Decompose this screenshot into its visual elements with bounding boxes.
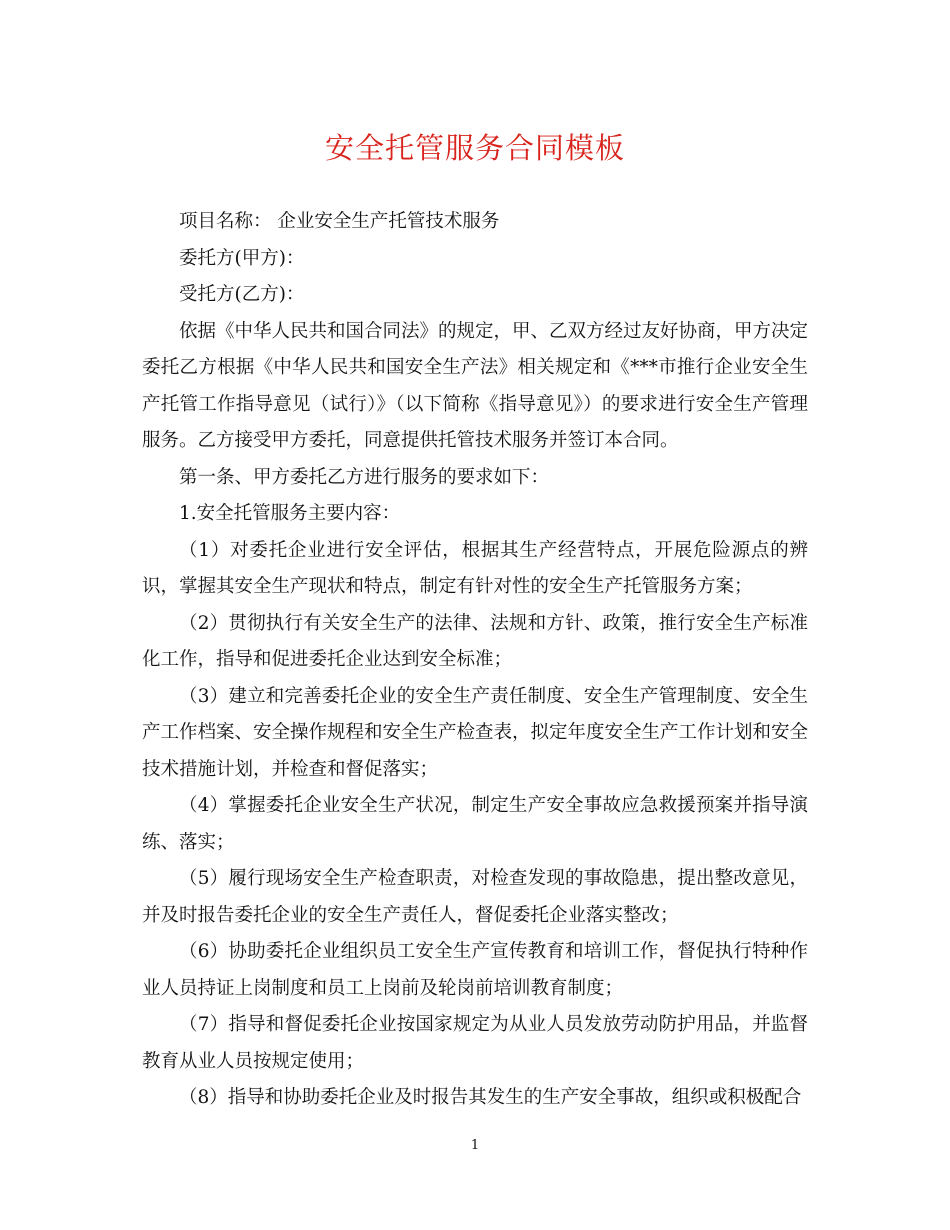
list-item: （3）建立和完善委托企业的安全生产责任制度、安全生产管理制度、安全生产工作档案、安全操作规程和安全生产检查表，拟定年度安全生产工作计划和安全技术措施计划，并检查和督促落实； [142,685,809,780]
page-number: 1 [470,1138,480,1153]
list-item: （8）指导和协助委托企业及时报告其发生的生产安全事故，组织或积极配合 [179,1087,802,1108]
article-1-heading: 第一条、甲方委托乙方进行服务的要求如下： [179,466,550,488]
list-item: （4）掌握委托企业安全生产状况，制定生产安全事故应急救援预案并指导演练、落实； [142,795,808,853]
intro-paragraph: 依据《中华人民共和国合同法》的规定，甲、乙双方经过友好协商，甲方决定委托乙方根据《中华人民共和国安全生产法》相关规定和《***市推行企业安全生产托管工作指导意见（试行）》（以下简称《指导意见》）的要求进行安全生产管理服务。乙方接受甲方委托，同意提供托管技术服务并签订本合同。 [142,320,809,451]
field-party-b: 受托方(乙方)： [179,284,305,305]
list-item: （5）履行现场安全生产检查职责，对检查发现的事故隐患，提出整改意见，并及时报告委托企业的安全生产责任人，督促委托企业落实整改； [142,868,808,926]
list-item: （6）协助委托企业组织员工安全生产宣传教育和培训工作，督促执行特种作业人员持证上岗制度和员工上岗前及轮岗前培训教育制度； [142,941,808,999]
list-item: （2）贯彻执行有关安全生产的法律、法规和方针、政策，推行安全生产标准化工作，指导和促进委托企业达到安全标准； [142,612,808,670]
field-project-name: 项目名称： 企业安全生产托管技术服务 [179,211,500,232]
list-item: （1）对委托企业进行安全评估，根据其生产经营特点，开展危险源点的辨识，掌握其安全生产现状和特点，制定有针对性的安全生产托管服务方案； [142,539,808,597]
document-title: 安全托管服务合同模板 [324,131,625,165]
document-body [142,204,808,1117]
field-party-a: 委托方(甲方)： [179,247,305,269]
section-1-heading: 1.安全托管服务主要内容： [179,503,401,524]
list-item: （7）指导和督促委托企业按国家规定为从业人员发放劳动防护用品，并监督教育从业人员按规定使用； [142,1014,808,1072]
